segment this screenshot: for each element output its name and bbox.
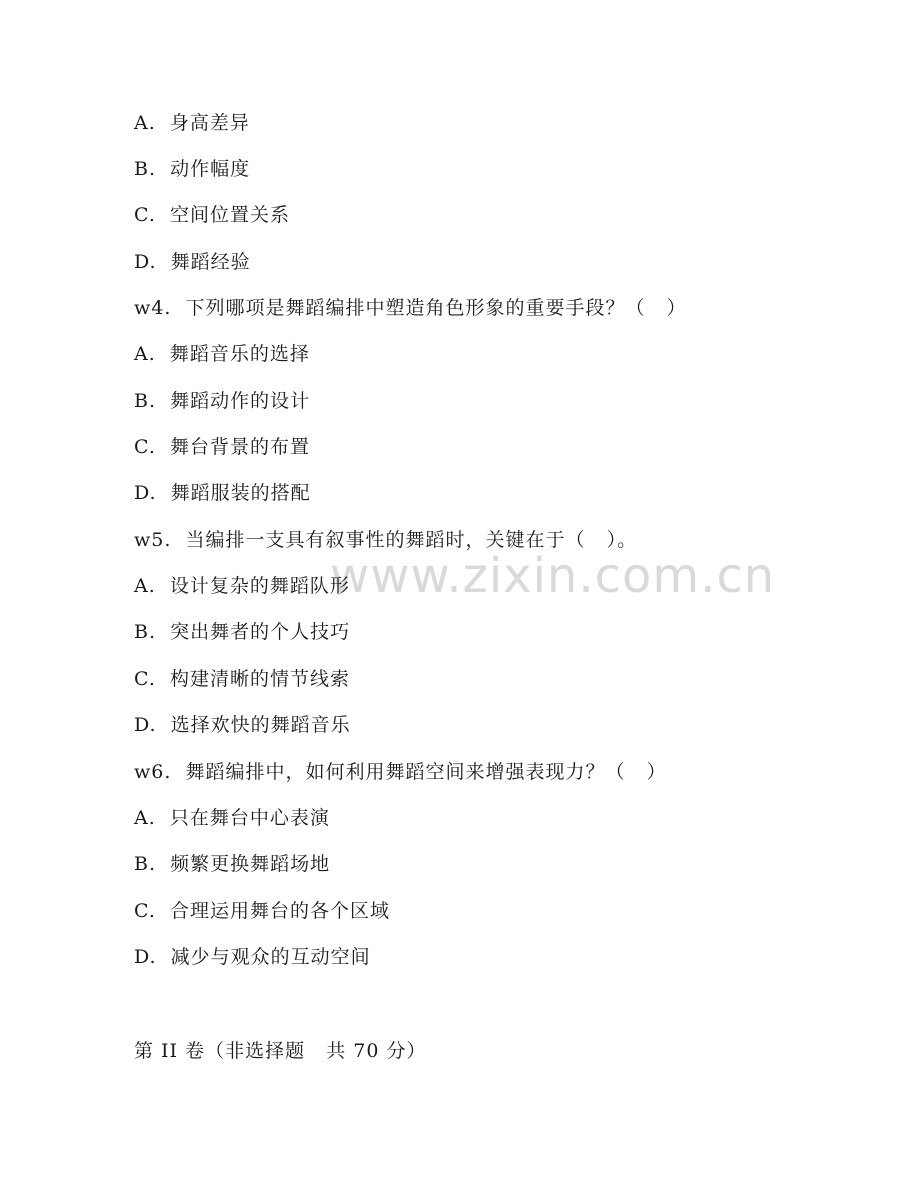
q5-option-d: D. 选择欢快的舞蹈音乐 bbox=[134, 714, 351, 736]
q3-option-c: C. 空间位置关系 bbox=[134, 204, 290, 226]
q6-option-a: A. 只在舞台中心表演 bbox=[134, 807, 330, 829]
q3-option-b: B. 动作幅度 bbox=[134, 158, 251, 180]
q4-stem: w4. 下列哪项是舞蹈编排中塑造角色形象的重要手段？（ ） bbox=[134, 297, 687, 319]
section-title: 第 II 卷（非选择题 共 70 分） bbox=[134, 1040, 427, 1062]
watermark: www.zixin.com.cn bbox=[330, 548, 776, 604]
q5-stem: w5. 当编排一支具有叙事性的舞蹈时，关键在于（ ）。 bbox=[134, 529, 638, 551]
q5-option-a: A. 设计复杂的舞蹈队形 bbox=[134, 575, 350, 597]
q5-option-b: B. 突出舞者的个人技巧 bbox=[134, 621, 351, 643]
q5-option-c: C. 构建清晰的情节线索 bbox=[134, 668, 350, 690]
q6-stem: w6. 舞蹈编排中，如何利用舞蹈空间来增强表现力？（ ） bbox=[134, 761, 667, 783]
q4-option-c: C. 舞台背景的布置 bbox=[134, 436, 310, 458]
q3-option-a: A. 身高差异 bbox=[134, 112, 250, 134]
q6-option-b: B. 频繁更换舞蹈场地 bbox=[134, 853, 331, 875]
q4-option-b: B. 舞蹈动作的设计 bbox=[134, 390, 311, 412]
q3-option-d: D. 舞蹈经验 bbox=[134, 251, 251, 273]
q6-option-c: C. 合理运用舞台的各个区域 bbox=[134, 900, 390, 922]
q4-option-a: A. 舞蹈音乐的选择 bbox=[134, 343, 310, 365]
q4-option-d: D. 舞蹈服装的搭配 bbox=[134, 482, 311, 504]
q6-option-d: D. 减少与观众的互动空间 bbox=[134, 946, 371, 968]
